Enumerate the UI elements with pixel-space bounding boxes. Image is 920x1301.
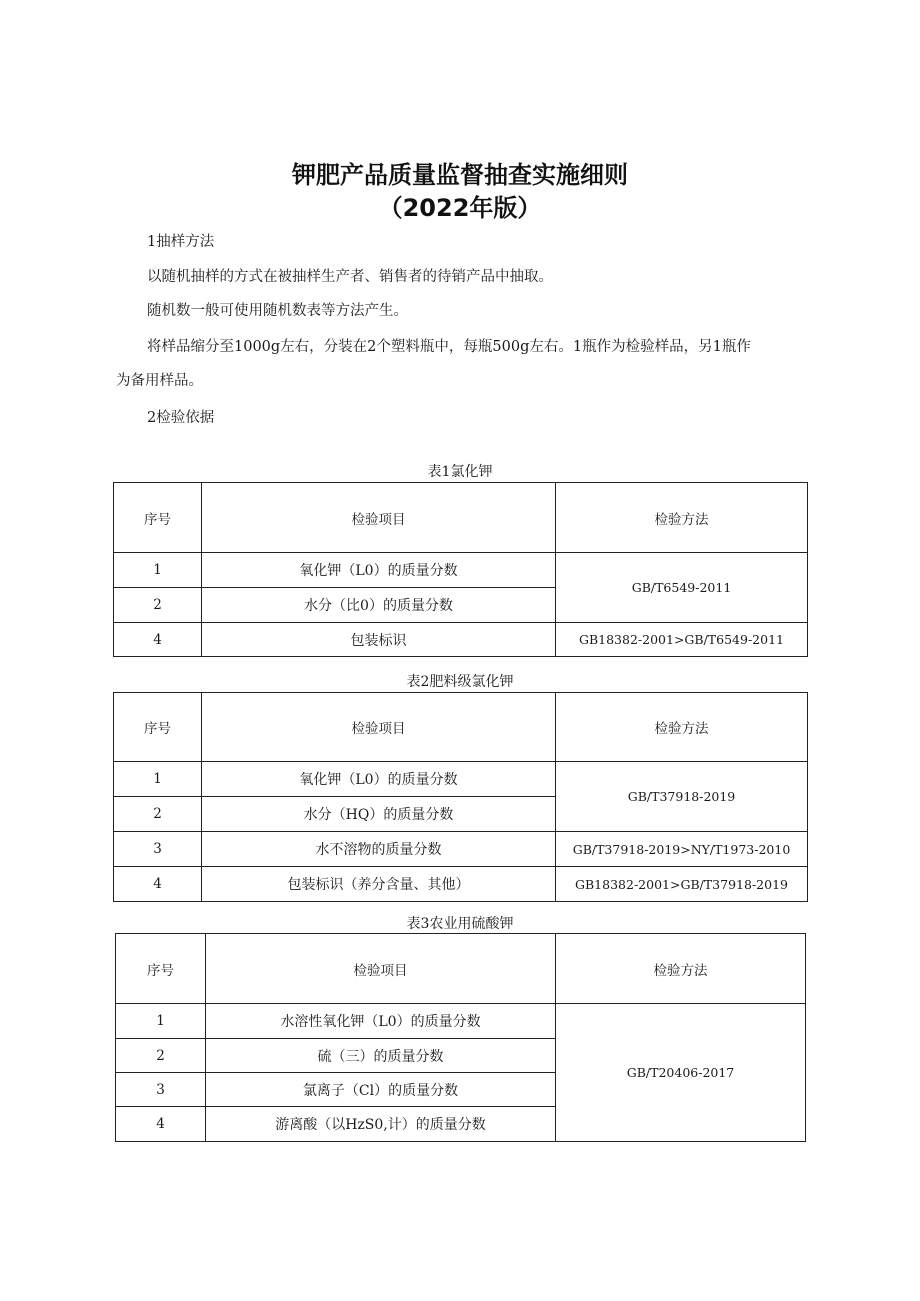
row-no: 1 xyxy=(116,1004,206,1039)
row-no: 2 xyxy=(114,797,202,832)
paragraph-sample-division-line2: 为备用样品。 xyxy=(116,373,203,389)
row-item: 包装标识 xyxy=(202,623,556,657)
header-cell-item: 检验项目 xyxy=(202,483,556,553)
header-cell-item: 检验项目 xyxy=(202,693,556,762)
row-no: 1 xyxy=(114,762,202,797)
merged-method-cell: GB/T37918-2019 xyxy=(556,762,808,832)
header-cell-item: 检验项目 xyxy=(206,934,556,1004)
row-method: GB18382-2001>GB/T6549-2011 xyxy=(556,623,808,657)
table-header-row xyxy=(116,934,806,1004)
table-row xyxy=(114,553,808,588)
merged-method-cell: GB/T6549-2011 xyxy=(556,553,808,623)
header-cell-no: 序号 xyxy=(116,934,206,1004)
table-2-caption: 表2肥料级氯化钾 xyxy=(406,674,514,690)
table-row xyxy=(114,832,808,867)
row-item: 水分（HQ）的质量分数 xyxy=(202,797,556,832)
header-cell-no: 序号 xyxy=(114,483,202,553)
table-3-caption: 表3农业用硫酸钾 xyxy=(406,916,514,932)
table-row xyxy=(114,867,808,902)
table-row xyxy=(116,1004,806,1039)
table-1-caption: 表1氯化钾 xyxy=(427,464,493,480)
row-no: 2 xyxy=(114,588,202,623)
document-title: 钾肥产品质量监督抽查实施细则 xyxy=(292,161,628,189)
paragraph-random-numbers: 随机数一般可使用随机数表等方法产生。 xyxy=(147,303,408,319)
merged-method-cell: GB/T20406-2017 xyxy=(556,1004,806,1142)
table-2 xyxy=(113,692,808,902)
row-no: 3 xyxy=(116,1073,206,1107)
row-item: 游离酸（以HzS0,计）的质量分数 xyxy=(206,1107,556,1142)
row-no: 4 xyxy=(114,623,202,657)
table-3 xyxy=(115,933,806,1142)
header-cell-method: 检验方法 xyxy=(556,934,806,1004)
row-item: 水溶性氧化钾（L0）的质量分数 xyxy=(206,1004,556,1039)
document-subtitle: （2022年版） xyxy=(378,194,542,222)
section-1-heading: 1抽样方法 xyxy=(147,234,215,250)
section-2-heading: 2检验依据 xyxy=(147,410,215,426)
table-1 xyxy=(113,482,808,657)
paragraph-sample-division-line1: 将样品缩分至1000g左右，分装在2个塑料瓶中，每瓶500g左右。1瓶作为检验样品，另1瓶作 xyxy=(147,339,751,355)
row-item: 水分（比0）的质量分数 xyxy=(202,588,556,623)
row-item: 氯离子（Cl）的质量分数 xyxy=(206,1073,556,1107)
row-item: 包装标识（养分含量、其他） xyxy=(202,867,556,902)
table-header-row xyxy=(114,693,808,762)
paragraph-sampling-method: 以随机抽样的方式在被抽样生产者、销售者的待销产品中抽取。 xyxy=(147,269,553,285)
table-header-row xyxy=(114,483,808,553)
row-no: 4 xyxy=(114,867,202,902)
row-method: GB/T37918-2019>NY/T1973-2010 xyxy=(556,832,808,867)
row-no: 3 xyxy=(114,832,202,867)
table-row xyxy=(114,762,808,797)
table-row xyxy=(114,623,808,657)
row-item: 水不溶物的质量分数 xyxy=(202,832,556,867)
header-cell-method: 检验方法 xyxy=(556,693,808,762)
row-item: 氧化钾（L0）的质量分数 xyxy=(202,762,556,797)
row-no: 2 xyxy=(116,1039,206,1073)
row-no: 4 xyxy=(116,1107,206,1142)
header-cell-no: 序号 xyxy=(114,693,202,762)
row-item: 氧化钾（L0）的质量分数 xyxy=(202,553,556,588)
row-method: GB18382-2001>GB/T37918-2019 xyxy=(556,867,808,902)
header-cell-method: 检验方法 xyxy=(556,483,808,553)
row-item: 硫（三）的质量分数 xyxy=(206,1039,556,1073)
row-no: 1 xyxy=(114,553,202,588)
